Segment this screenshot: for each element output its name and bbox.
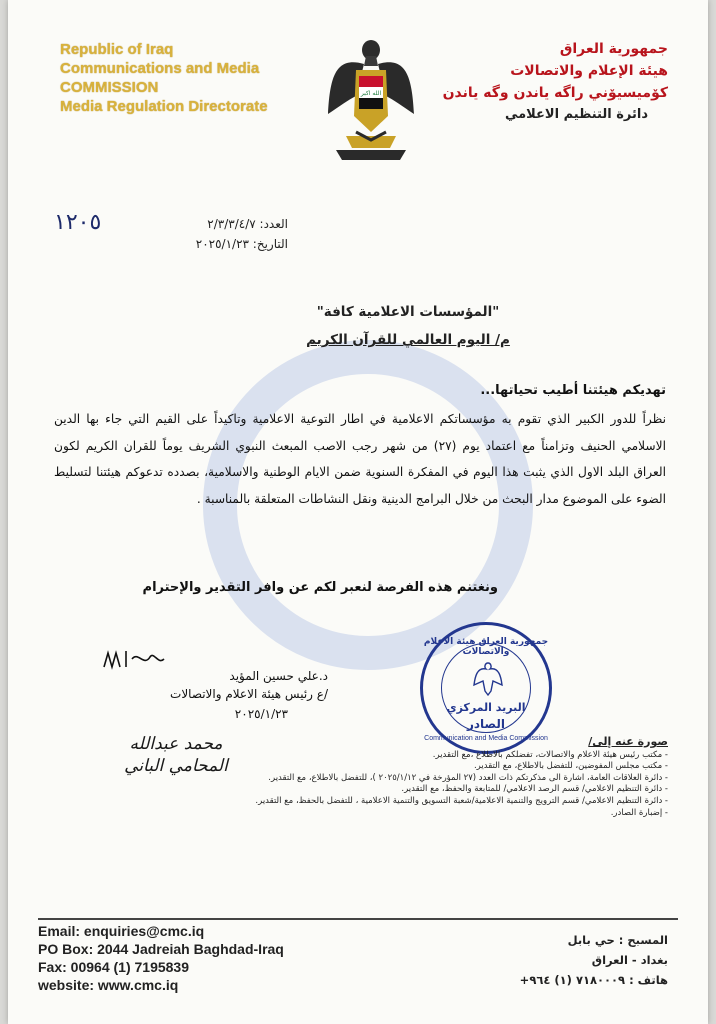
- footer-divider: [38, 918, 678, 920]
- header-ar-line: كۆميسيۆني راگه ياندن وگه ياندن: [442, 85, 668, 101]
- letter-body: نظراً للدور الكبير الذي تقوم به مؤسساتكم الاعلامية في اطار التوعية الاعلامية وتاكيداً على القيم التي جاء بها الدين الاسلامي الحنيف وتزامناً مع اعتماد يوم (٢٧) من شهر رجب الاصب المبعث النبوي الشريف يوماً للقران الكريم لكون العراق البلد الاول الذي يثبت هذا اليوم في المفكرة السنوية ضمن الايام الوطنية والاسلامية، بصدده تدعوكم هيئتنا لتسليط الضوء على الموضوع مدار البحث من خلال البرامج الدينية ونقل النشاطات المتعلقة بالمناسبة .: [54, 412, 666, 506]
- stamp-top-text: جمهورية العراق هيئة الاعلام والاتصالات: [423, 637, 549, 657]
- header-ar-line: هيئة الإعلام والاتصالات: [510, 63, 668, 79]
- header-department: دائرة التنظيم الاعلامي: [504, 107, 648, 122]
- footer-contact-arabic: [520, 930, 668, 990]
- footer-website: website: www.cmc.iq: [38, 977, 179, 993]
- header-en-line: Republic of Iraq: [60, 41, 174, 58]
- addressee: "المؤسسات الاعلامية كافة": [316, 304, 500, 320]
- footer-po-box: PO Box: 2044 Jadreiah Baghdad-Iraq: [38, 941, 284, 957]
- cc-item: - مكتب رئيس هيئة الاعلام والاتصالات، تفضلكم بالاطلاع ،مع التقدير.: [432, 749, 668, 760]
- official-stamp: [420, 622, 552, 754]
- header-en-line: COMMISSION: [60, 79, 159, 96]
- cc-item: - مكتب مجلس المفوضين، للتفضل بالاطلاع، مع التقدير.: [473, 761, 668, 772]
- handwritten-line: المحامي الباني: [124, 756, 228, 776]
- reference-number-row: [98, 214, 288, 234]
- header-en-line: Media Regulation Directorate: [60, 98, 268, 115]
- signature-scribble-icon: [98, 645, 188, 675]
- footer-contact-english: [38, 922, 284, 994]
- reference-date-value: ٢٠٢٥/١/٢٣: [195, 237, 249, 251]
- handwritten-reference-number: ١٢٠٥: [54, 210, 102, 235]
- cc-list: [148, 736, 668, 819]
- footer-ar-address1: المسبح : حي بابل: [567, 933, 668, 947]
- reference-date-row: [98, 234, 288, 254]
- greeting: تهديكم هيئتنا أطيب تحياتها...: [480, 383, 666, 398]
- reference-number-value: ٢/٣/٣/٤/٧: [207, 217, 256, 231]
- cc-item: - دائرة العلاقات العامة، اشارة الى مذكرتكم ذات العدد (٢٧ المؤرخة في ٢٠٢٥/١/١٢ )، للتفضل بالاطلاع، مع التقدير.: [268, 772, 668, 783]
- cc-item: - دائرة التنظيم الاعلامي/ قسم الرصد الاعلامي/ للمتابعة والحفظ، مع التقدير.: [401, 784, 668, 795]
- handwritten-line: محمد عبدالله: [129, 734, 223, 754]
- letter-page: [8, 0, 708, 1024]
- reference-block: [98, 214, 288, 254]
- header-arabic: [388, 38, 668, 126]
- stamp-line1: البريد المركزي: [446, 701, 526, 714]
- cc-heading: صورة عنه إلى/: [588, 735, 668, 748]
- stamp-line2: الصادر: [466, 717, 505, 731]
- letter-title: [228, 298, 588, 354]
- subject-line: م/ اليوم العالمي للقرآن الكريم: [306, 332, 510, 348]
- stamp-english: Communication and Media Commission: [424, 735, 548, 742]
- signature-date: ٢٠٢٥/١/٢٣: [234, 707, 288, 721]
- reference-number-label: العدد:: [259, 217, 288, 231]
- footer-fax: Fax: 00964 (1) 7195839: [38, 959, 189, 975]
- closing-line: ونغتنم هذه الفرصة لنعبر لكم عن وافر التقدير والإحترام: [142, 580, 498, 595]
- cc-item: - إضبارة الصادر.: [610, 807, 668, 818]
- reference-date-label: التاريخ:: [252, 237, 288, 251]
- footer-ar-phone: هاتف : ٧١٨٠٠٠٩ (١) ٩٦٤+: [519, 973, 668, 987]
- stamp-eagle-icon: [473, 661, 503, 697]
- signatory-title-text: رئيس هيئة الاعلام والاتصالات: [170, 687, 313, 701]
- signatory-title: [170, 687, 328, 701]
- footer-email: Email: enquiries@cmc.iq: [38, 923, 205, 939]
- signatory-title-prefix: /ع: [316, 687, 328, 701]
- footer-ar-address2: بغداد - العراق: [591, 953, 668, 967]
- signatory-name: د.علي حسين المؤيد: [229, 669, 328, 683]
- cc-item: - دائرة التنظيم الاعلامي/ قسم الترويج والتنمية الاعلامية/شعبة التسويق والتنمية الاعلامية ، للتفضل بالحفظ، مع التقدير.: [255, 795, 668, 806]
- header-ar-line: جمهورية العراق: [559, 41, 668, 57]
- emblem-text: الله اكبر: [360, 90, 382, 97]
- header-en-line: Communications and Media: [60, 60, 260, 77]
- header-english: [60, 40, 290, 116]
